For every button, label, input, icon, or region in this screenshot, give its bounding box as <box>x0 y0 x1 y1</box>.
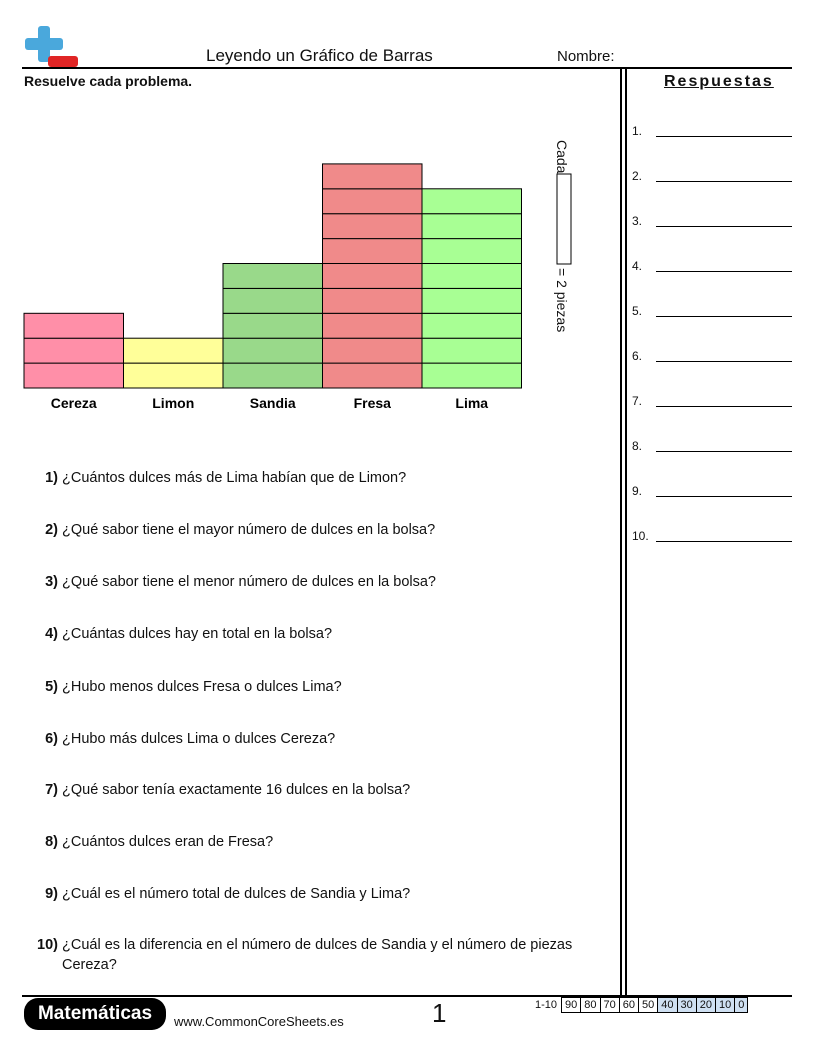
question-number: 1) <box>45 470 58 486</box>
question-number: 4) <box>45 626 58 642</box>
category-label: Fresa <box>353 395 391 411</box>
bar-block-fresa <box>323 264 423 289</box>
question-number: 7) <box>45 782 58 798</box>
answer-blank[interactable] <box>656 451 792 452</box>
answer-number: 9. <box>632 484 643 498</box>
question-item <box>24 520 614 540</box>
bar-block-sandia <box>223 363 323 388</box>
answer-row <box>632 214 792 232</box>
answer-blank[interactable] <box>656 361 792 362</box>
score-cell: 10 <box>716 998 735 1013</box>
question-number: 5) <box>45 679 58 695</box>
instructions: Resuelve cada problema. <box>24 73 193 89</box>
answer-column-border-inner <box>625 68 627 996</box>
answer-row <box>632 259 792 277</box>
answer-row <box>632 439 792 457</box>
answer-blank[interactable] <box>656 541 792 542</box>
answer-blank[interactable] <box>656 316 792 317</box>
answer-number: 6. <box>632 349 643 363</box>
answer-row <box>632 484 792 502</box>
question-item <box>24 832 614 852</box>
question-item <box>24 729 614 749</box>
score-cell: 60 <box>619 998 638 1013</box>
question-number: 6) <box>45 731 58 747</box>
bar-block-lima <box>422 363 522 388</box>
answer-blank[interactable] <box>656 496 792 497</box>
legend-block-sample <box>557 174 571 264</box>
answer-number: 7. <box>632 394 643 408</box>
bar-block-sandia <box>223 313 323 338</box>
category-label: Sandia <box>249 395 296 411</box>
header-divider <box>22 67 792 69</box>
page-number: 1 <box>432 998 447 1028</box>
bar-block-lima <box>422 313 522 338</box>
bar-block-lima <box>422 189 522 214</box>
legend-suffix: = 2 piezas <box>554 268 570 333</box>
question-item <box>24 468 614 488</box>
question-text: ¿Cuál es la diferencia en el número de dulces de Sandia y el número de piezas Cereza? <box>62 937 573 973</box>
score-cell: 90 <box>562 998 581 1013</box>
answer-number: 4. <box>632 259 643 273</box>
bar-block-fresa <box>323 313 423 338</box>
math-logo-icon <box>22 24 80 70</box>
score-cell: 80 <box>581 998 600 1013</box>
bar-block-sandia <box>223 288 323 313</box>
score-table <box>532 997 748 1013</box>
answer-blank[interactable] <box>656 136 792 137</box>
bar-block-lima <box>422 264 522 289</box>
site-url: www.CommonCoreSheets.es <box>174 1014 344 1029</box>
question-text: ¿Hubo menos dulces Fresa o dulces Lima? <box>62 679 342 695</box>
score-cell: 70 <box>600 998 619 1013</box>
question-item <box>24 884 614 904</box>
brand-badge: Matemáticas <box>24 998 166 1030</box>
bar-block-lima <box>422 288 522 313</box>
question-item <box>24 935 614 975</box>
question-text: ¿Qué sabor tiene el menor número de dulces en la bolsa? <box>62 574 436 590</box>
score-cell: 50 <box>639 998 658 1013</box>
score-label: 1-10 <box>535 999 558 1011</box>
category-label: Limon <box>152 395 195 411</box>
bar-block-fresa <box>323 288 423 313</box>
answer-number: 1. <box>632 124 643 138</box>
answer-row <box>632 304 792 322</box>
bar-chart <box>22 160 622 420</box>
question-item <box>24 624 614 644</box>
bar-block-lima <box>422 239 522 264</box>
bar-block-fresa <box>323 239 423 264</box>
answer-number: 10. <box>632 529 649 543</box>
chart-legend <box>545 140 585 350</box>
question-text: ¿Qué sabor tiene el mayor número de dulces en la bolsa? <box>62 522 436 538</box>
answers-title: Respuestas <box>664 73 774 90</box>
legend-prefix: Cada <box>554 140 570 174</box>
bar-block-fresa <box>323 164 423 189</box>
category-label: Lima <box>455 395 489 411</box>
question-item <box>24 572 614 592</box>
answer-row <box>632 394 792 412</box>
question-text: ¿Cuántos dulces eran de Fresa? <box>62 834 274 850</box>
answer-blank[interactable] <box>656 226 792 227</box>
answer-blank[interactable] <box>656 271 792 272</box>
question-number: 9) <box>45 886 58 902</box>
question-text: ¿Cuál es el número total de dulces de Sandia y Lima? <box>62 886 411 902</box>
bar-block-cereza <box>24 338 124 363</box>
question-number: 10) <box>37 937 58 953</box>
bar-block-sandia <box>223 264 323 289</box>
bar-block-limon <box>124 338 224 363</box>
answer-row <box>632 349 792 367</box>
question-item <box>24 677 614 697</box>
answer-number: 2. <box>632 169 643 183</box>
name-label: Nombre: <box>557 48 615 65</box>
question-text: ¿Cuántas dulces hay en total en la bolsa? <box>62 626 333 642</box>
worksheet-title: Leyendo un Gráfico de Barras <box>206 46 433 65</box>
score-cell: 0 <box>735 998 748 1013</box>
question-item <box>24 780 614 800</box>
score-cell: 30 <box>677 998 696 1013</box>
question-text: ¿Cuántos dulces más de Lima habían que de Limon? <box>62 470 407 486</box>
answer-row <box>632 124 792 142</box>
question-text: ¿Qué sabor tenía exactamente 16 dulces en la bolsa? <box>62 782 411 798</box>
answer-blank[interactable] <box>656 181 792 182</box>
bar-block-fresa <box>323 363 423 388</box>
bar-block-lima <box>422 214 522 239</box>
bar-block-cereza <box>24 363 124 388</box>
score-cell: 20 <box>696 998 715 1013</box>
bar-block-lima <box>422 338 522 363</box>
question-number: 8) <box>45 834 58 850</box>
question-number: 2) <box>45 522 58 538</box>
score-cell: 40 <box>658 998 677 1013</box>
answer-number: 3. <box>632 214 643 228</box>
bar-block-sandia <box>223 338 323 363</box>
answer-number: 8. <box>632 439 643 453</box>
bar-block-fresa <box>323 214 423 239</box>
bar-block-fresa <box>323 338 423 363</box>
answer-number: 5. <box>632 304 643 318</box>
bar-block-cereza <box>24 313 124 338</box>
question-number: 3) <box>45 574 58 590</box>
bar-block-limon <box>124 363 224 388</box>
bar-block-fresa <box>323 189 423 214</box>
question-text: ¿Hubo más dulces Lima o dulces Cereza? <box>62 731 336 747</box>
answer-blank[interactable] <box>656 406 792 407</box>
category-label: Cereza <box>50 395 97 411</box>
answer-row <box>632 169 792 187</box>
answer-row <box>632 529 792 547</box>
